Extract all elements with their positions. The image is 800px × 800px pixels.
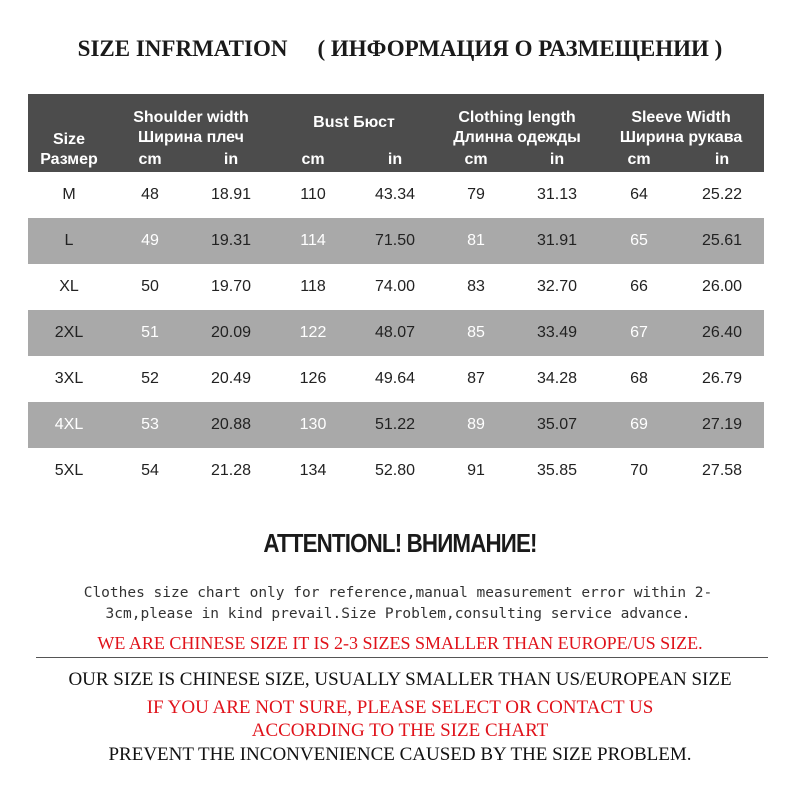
table-cell: 32.70 xyxy=(537,278,578,295)
table-cell: 18.91 xyxy=(210,186,252,203)
size-header-ru: Размер xyxy=(40,151,98,168)
unit-header: in xyxy=(190,150,272,172)
table-cell: 83 xyxy=(467,278,485,295)
table-cell: 51 xyxy=(110,310,190,356)
table-cell: 114 xyxy=(272,218,354,264)
footer-line: PREVENT THE INCONVENIENCE CAUSED BY THE SIZE PROBLEM. xyxy=(108,744,692,765)
table-cell: 33.49 xyxy=(516,310,598,356)
unit-header: cm xyxy=(598,150,680,172)
table-cell: 43.34 xyxy=(374,186,416,203)
table-cell: 35.85 xyxy=(537,462,578,479)
table-cell: 31.13 xyxy=(537,186,578,203)
table-cell: 26.40 xyxy=(680,310,764,356)
table-cell: 65 xyxy=(598,218,680,264)
table-row xyxy=(28,402,764,448)
shoulder-width-header-en: Shoulder width xyxy=(133,109,249,126)
bust-header xyxy=(272,94,436,150)
table-cell: 3XL xyxy=(54,370,84,387)
table-cell: 71.50 xyxy=(354,218,436,264)
unit-header: in xyxy=(680,150,764,172)
table-cell: 26.00 xyxy=(702,278,743,295)
table-cell: 67 xyxy=(598,310,680,356)
table-cell: 51.22 xyxy=(354,402,436,448)
table-cell: 52 xyxy=(141,370,159,387)
table-cell: 126 xyxy=(299,370,327,387)
table-cell: 130 xyxy=(272,402,354,448)
table-cell: 27.19 xyxy=(680,402,764,448)
table-cell: 49.64 xyxy=(374,370,416,387)
sleeve-width-header-en: Sleeve Width xyxy=(631,109,731,126)
table-cell: 49 xyxy=(110,218,190,264)
table-row xyxy=(28,448,764,494)
table-cell: 66 xyxy=(630,278,648,295)
table-cell: 91 xyxy=(467,462,485,479)
table-cell: 35.07 xyxy=(516,402,598,448)
table-cell: 25.22 xyxy=(702,186,743,203)
table-cell: 25.61 xyxy=(680,218,764,264)
table-cell: 20.09 xyxy=(190,310,272,356)
table-cell: 54 xyxy=(141,462,159,479)
sleeve-width-header-ru: Ширина рукава xyxy=(619,129,743,146)
table-unit-row xyxy=(28,150,764,172)
table-cell: 68 xyxy=(630,370,648,387)
table-cell: 2XL xyxy=(28,310,110,356)
table-cell: 34.28 xyxy=(537,370,578,387)
table-cell: 79 xyxy=(467,186,485,203)
table-cell: 4XL xyxy=(28,402,110,448)
unit-header: cm xyxy=(436,150,516,172)
size-chart-table xyxy=(28,94,764,494)
table-row xyxy=(28,264,764,310)
table-cell: 53 xyxy=(110,402,190,448)
table-cell: 27.58 xyxy=(702,462,743,479)
reference-note-line: Clothes size chart only for reference,manual measurement error within 2- xyxy=(83,585,713,601)
table-cell: 70 xyxy=(630,462,648,479)
footer-line-red: IF YOU ARE NOT SURE, PLEASE SELECT OR CONTACT US xyxy=(146,697,654,718)
table-cell: 26.79 xyxy=(702,370,743,387)
unit-header: in xyxy=(354,150,436,172)
table-row xyxy=(28,172,764,218)
page-title xyxy=(0,36,800,62)
footer-line-red: ACCORDING TO THE SIZE CHART xyxy=(251,720,549,741)
unit-header: in xyxy=(516,150,598,172)
table-row xyxy=(28,356,764,402)
table-row xyxy=(28,218,764,264)
unit-header: cm xyxy=(272,150,354,172)
table-header-row xyxy=(28,94,764,150)
size-header-en: Size xyxy=(52,131,85,148)
table-cell: 19.31 xyxy=(190,218,272,264)
table-cell: 81 xyxy=(436,218,516,264)
table-cell: 20.49 xyxy=(210,370,252,387)
chinese-size-warning: WE ARE CHINESE SIZE IT IS 2-3 SIZES SMALLER THAN EUROPE/US SIZE. xyxy=(97,633,703,653)
table-cell: 74.00 xyxy=(374,278,416,295)
sleeve-width-header xyxy=(598,94,764,150)
table-cell: 122 xyxy=(272,310,354,356)
table-cell: 31.91 xyxy=(516,218,598,264)
size-column-header xyxy=(28,94,110,172)
table-cell: 19.70 xyxy=(210,278,252,295)
table-cell: 21.28 xyxy=(210,462,252,479)
table-cell: 87 xyxy=(467,370,485,387)
table-cell: 52.80 xyxy=(374,462,416,479)
table-cell: 118 xyxy=(300,278,326,295)
footer-line: OUR SIZE IS CHINESE SIZE, USUALLY SMALLER THAN US/EUROPEAN SIZE xyxy=(68,669,732,690)
table-cell: 110 xyxy=(300,186,326,203)
divider xyxy=(36,657,768,658)
table-cell: 50 xyxy=(141,278,159,295)
shoulder-width-header-ru: Ширина плеч xyxy=(138,129,244,146)
table-cell: L xyxy=(28,218,110,264)
table-cell: 89 xyxy=(436,402,516,448)
table-cell: 69 xyxy=(598,402,680,448)
clothing-length-header-en: Clothing length xyxy=(458,109,576,126)
table-cell: 64 xyxy=(630,186,648,203)
table-cell: 85 xyxy=(436,310,516,356)
table-cell: XL xyxy=(59,278,79,295)
table-row xyxy=(28,310,764,356)
clothing-length-header-ru: Длинна одежды xyxy=(453,129,581,146)
table-cell: 5XL xyxy=(54,462,84,479)
reference-note xyxy=(28,583,768,625)
attention-heading: ATTENTIONL! ВНИМАНИЕ! xyxy=(263,528,537,558)
table-cell: M xyxy=(62,186,76,203)
title-russian: ( ИНФОРМАЦИЯ О РАЗМЕЩЕНИИ ) xyxy=(317,36,723,61)
table-cell: 48 xyxy=(141,186,159,203)
reference-note-line: 3cm,please in kind prevail.Size Problem,consulting service advance. xyxy=(105,606,691,622)
unit-header: cm xyxy=(110,150,190,172)
table-cell: 48.07 xyxy=(354,310,436,356)
shoulder-width-header xyxy=(110,94,272,150)
table-cell: 20.88 xyxy=(190,402,272,448)
title-english: SIZE INFRMATION xyxy=(77,36,288,61)
table-cell: 134 xyxy=(299,462,327,479)
bust-header-en: Bust Бюст xyxy=(313,114,395,131)
clothing-length-header xyxy=(436,94,598,150)
